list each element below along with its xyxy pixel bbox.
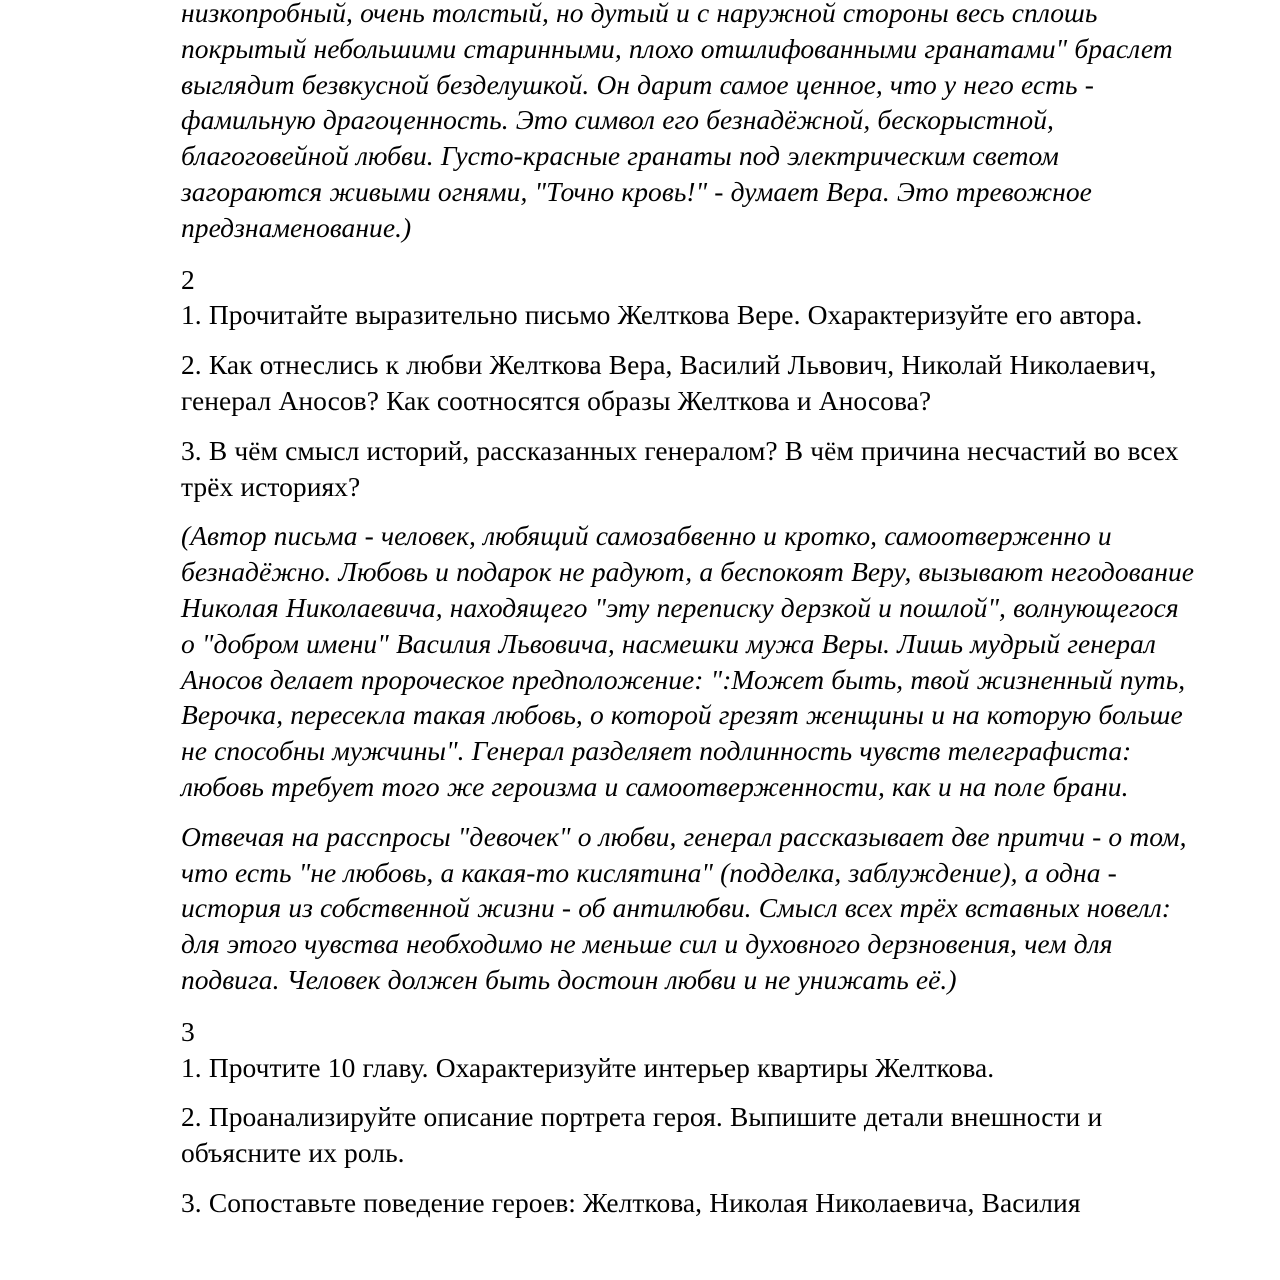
section-heading-3: 3: [181, 1015, 195, 1047]
section-2-question-3: 3. В чём смысл историй, рассказанных генералом? В чём причина несчастий во всех трёх историях?: [181, 434, 1179, 502]
section-heading-2: 2: [181, 263, 195, 295]
section-2-commentary-2: Отвечая на расспросы "девочек" о любви, генерал рассказывает две притчи - о том, что есть "не любовь, а какая-то кислятина" (подделка, заблуждение), а одна - история из собственной жизни - об антилюбви. Смысл всех трёх вставных новелл: для этого чувства необходимо не меньше сил и духовного дерзновения, чем для подвига. Человек должен быть достоин любви и не унижать её.): [181, 820, 1187, 995]
section-2-question-1: 1. Прочитайте выразительно письмо Желткова Вере. Охарактеризуйте его автора.: [181, 299, 1143, 331]
section-2-question-2: 2. Как отнеслись к любви Желткова Вера, Василий Львович, Николай Николаевич, генерал Аносов? Как соотносятся образы Желткова и Аносова?: [181, 349, 1157, 416]
section-2-commentary-1: (Автор письма - человек, любящий самозабвенно и кротко, самоотверженно и безнадёжно. Любовь и подарок не радуют, а беспокоят Веру, вызывают негодование Николая Николаевича, находящего "эту переписку дерзкой и пошлой", волнующегося о "добром имени" Василия Львовича, насмешки мужа Веры. Лишь мудрый генерал Аносов делает пророческое предположение: ":Может быть, твой жизненный путь, Верочка, пересекла такая любовь, о которой грезят женщины и на которую больше не способны мужчины". Генерал разделяет подлинность чувств телеграфиста: любовь требует того же героизма и самоотверженности, как и на поле брани.: [181, 520, 1195, 802]
paragraph-intro-commentary: низкопробный, очень толстый, но дутый и с наружной стороны весь сплошь покрытый небольшими старинными, плохо отшлифованными гранатами" браслет выглядит безвкусной безделушкой. Он дарит самое ценное, что у него есть - фамильную драгоценность. Это символ его безнадёжной, бескорыстной, благоговейной любви. Густо-красные гранаты под электрическим светом загораются живыми огнями, "Точно кровь!" - думает Вера. Это тревожное предзнаменование.): [181, 0, 1173, 243]
section-3-question-1: 1. Прочтите 10 главу. Охарактеризуйте интерьер квартиры Желткова.: [181, 1051, 995, 1083]
section-3-question-2: 2. Проанализируйте описание портрета героя. Выпишите детали внешности и объясните их роль.: [181, 1101, 1103, 1169]
document-text-column: [181, 0, 1197, 1235]
section-3-question-3: 3. Сопоставьте поведение героев: Желткова, Николая Николаевича, Василия: [181, 1186, 1081, 1218]
